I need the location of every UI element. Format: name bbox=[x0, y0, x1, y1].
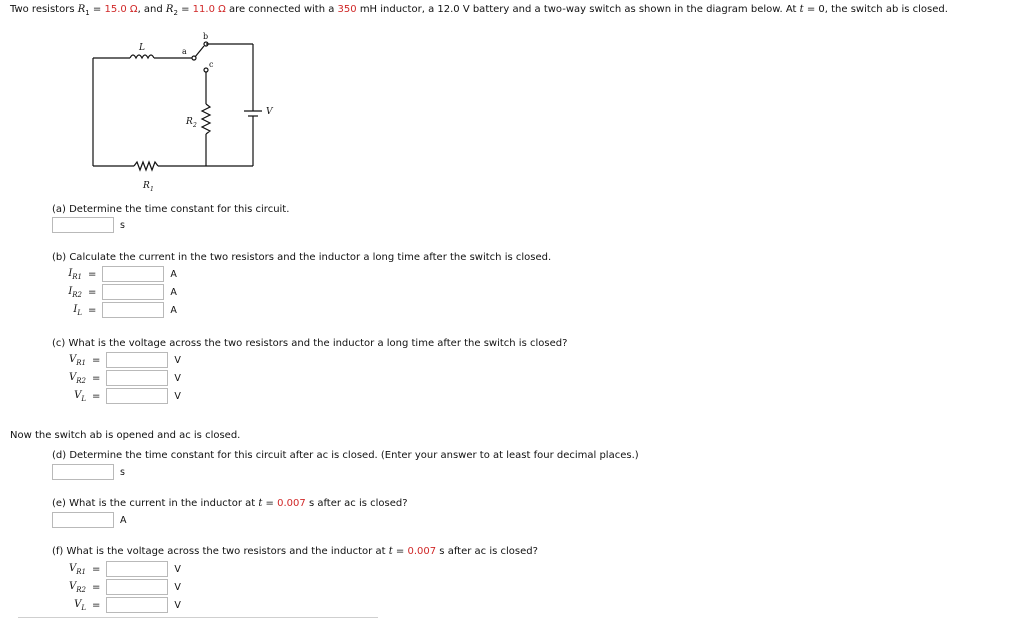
question-f: (f) What is the voltage across the two resistors and the inductor at t = 0.007 s after ac is closed? bbox=[52, 546, 538, 557]
equals-sign: = bbox=[92, 372, 101, 384]
unit-label: A bbox=[170, 286, 177, 298]
intro-text: = bbox=[89, 4, 105, 15]
r2-subscript: 2 bbox=[173, 9, 178, 17]
answer-row-vr1 bbox=[52, 351, 181, 369]
label-R2: R bbox=[186, 117, 193, 127]
equals-sign: = bbox=[92, 354, 101, 366]
r1-subscript: 1 bbox=[85, 9, 90, 17]
label-b: b bbox=[203, 32, 209, 41]
var-label: $I_{R1}$ bbox=[68, 267, 82, 281]
question-c: (c) What is the voltage across the two resistors and the inductor a long time after the switch is closed? bbox=[52, 338, 568, 349]
switch-change-text: Now the switch ab is opened and ac is closed. bbox=[10, 430, 241, 441]
voltage-r1-input-f[interactable] bbox=[106, 561, 168, 577]
label-R2-sub: 2 bbox=[193, 122, 197, 129]
unit-label: V bbox=[174, 581, 181, 593]
intro-text: mH inductor, a 12.0 V battery and a two-way switch as shown in the diagram below. At bbox=[356, 4, 800, 15]
switch-blade bbox=[195, 46, 204, 57]
terminal-c bbox=[204, 68, 208, 72]
answer-row-il bbox=[52, 301, 177, 319]
intro-text: Two resistors bbox=[10, 4, 78, 15]
unit-label: V bbox=[174, 599, 181, 611]
var-label: $V_L$ bbox=[74, 598, 86, 612]
label-c: c bbox=[209, 60, 214, 69]
question-e: (e) What is the current in the inductor at t = 0.007 s after ac is closed? bbox=[52, 498, 408, 509]
circuit-diagram bbox=[80, 28, 300, 198]
unit-label: s bbox=[120, 219, 125, 231]
time-constant-input-a[interactable] bbox=[52, 217, 114, 233]
answer-row-f-vr1 bbox=[52, 560, 181, 578]
equals-sign: = bbox=[92, 563, 101, 575]
answer-row-ir2 bbox=[52, 283, 177, 301]
answer-row-f-vr2 bbox=[52, 578, 181, 596]
voltage-r2-input-f[interactable] bbox=[106, 579, 168, 595]
voltage-inductor-input[interactable] bbox=[106, 388, 168, 404]
answer-row-e bbox=[52, 511, 127, 529]
unit-label: V bbox=[174, 354, 181, 366]
intro-text: , and bbox=[137, 4, 166, 15]
r2-symbol: R bbox=[165, 4, 174, 15]
intro-text: are connected with a bbox=[225, 4, 338, 15]
answer-row-a bbox=[52, 216, 125, 234]
label-L: L bbox=[139, 43, 145, 53]
question-a: (a) Determine the time constant for this circuit. bbox=[52, 204, 290, 215]
var-label: $V_{R2}$ bbox=[69, 580, 86, 594]
current-inductor-input[interactable] bbox=[102, 302, 164, 318]
answer-row-d bbox=[52, 463, 125, 481]
unit-label: A bbox=[120, 514, 127, 526]
var-label: $V_{R1}$ bbox=[69, 353, 86, 367]
var-label: $I_L$ bbox=[73, 303, 82, 317]
r1-resistor bbox=[134, 162, 158, 170]
current-r1-input[interactable] bbox=[102, 266, 164, 282]
time-symbol: t bbox=[799, 4, 804, 15]
unit-label: A bbox=[170, 268, 177, 280]
equals-sign: = bbox=[92, 599, 101, 611]
inductance-value: 350 bbox=[337, 4, 357, 15]
label-a: a bbox=[182, 47, 187, 56]
unit-label: A bbox=[170, 304, 177, 316]
label-V: V bbox=[266, 107, 273, 117]
answer-row-ir1 bbox=[52, 265, 177, 283]
r1-symbol: R bbox=[77, 4, 86, 15]
time-constant-input-d[interactable] bbox=[52, 464, 114, 480]
equals-sign: = bbox=[88, 286, 97, 298]
equals-sign: = bbox=[88, 268, 97, 280]
equals-sign: = bbox=[92, 390, 101, 402]
question-b: (b) Calculate the current in the two resistors and the inductor a long time after the switch is closed. bbox=[52, 252, 552, 263]
r2-resistor bbox=[202, 104, 210, 134]
var-label: $V_{R1}$ bbox=[69, 562, 86, 576]
unit-label: V bbox=[174, 563, 181, 575]
inductor-current-input-e[interactable] bbox=[52, 512, 114, 528]
answer-row-vr2 bbox=[52, 369, 181, 387]
label-R1: R bbox=[143, 181, 150, 191]
equals-sign: = bbox=[88, 304, 97, 316]
var-label: $V_{R2}$ bbox=[69, 371, 86, 385]
var-label: $V_L$ bbox=[74, 389, 86, 403]
r2-value: 11.0 Ω bbox=[192, 4, 226, 15]
label-R1-sub: 1 bbox=[150, 186, 154, 193]
unit-label: s bbox=[120, 466, 125, 478]
unit-label: V bbox=[174, 390, 181, 402]
var-label: $I_{R2}$ bbox=[68, 285, 82, 299]
equals-sign: = bbox=[92, 581, 101, 593]
voltage-r1-input[interactable] bbox=[106, 352, 168, 368]
inductor-coil bbox=[130, 55, 154, 58]
voltage-inductor-input-f[interactable] bbox=[106, 597, 168, 613]
r1-value: 15.0 Ω bbox=[104, 4, 138, 15]
intro-text: = 0, the switch ab is closed. bbox=[803, 4, 948, 15]
question-d: (d) Determine the time constant for this circuit after ac is closed. (Enter your answer to at least four decimal places.) bbox=[52, 450, 639, 461]
intro-text: = bbox=[177, 4, 193, 15]
unit-label: V bbox=[174, 372, 181, 384]
answer-row-vl bbox=[52, 387, 181, 405]
voltage-r2-input[interactable] bbox=[106, 370, 168, 386]
bottom-divider bbox=[18, 617, 378, 618]
answer-row-f-vl bbox=[52, 596, 181, 614]
problem-statement bbox=[10, 4, 948, 17]
current-r2-input[interactable] bbox=[102, 284, 164, 300]
